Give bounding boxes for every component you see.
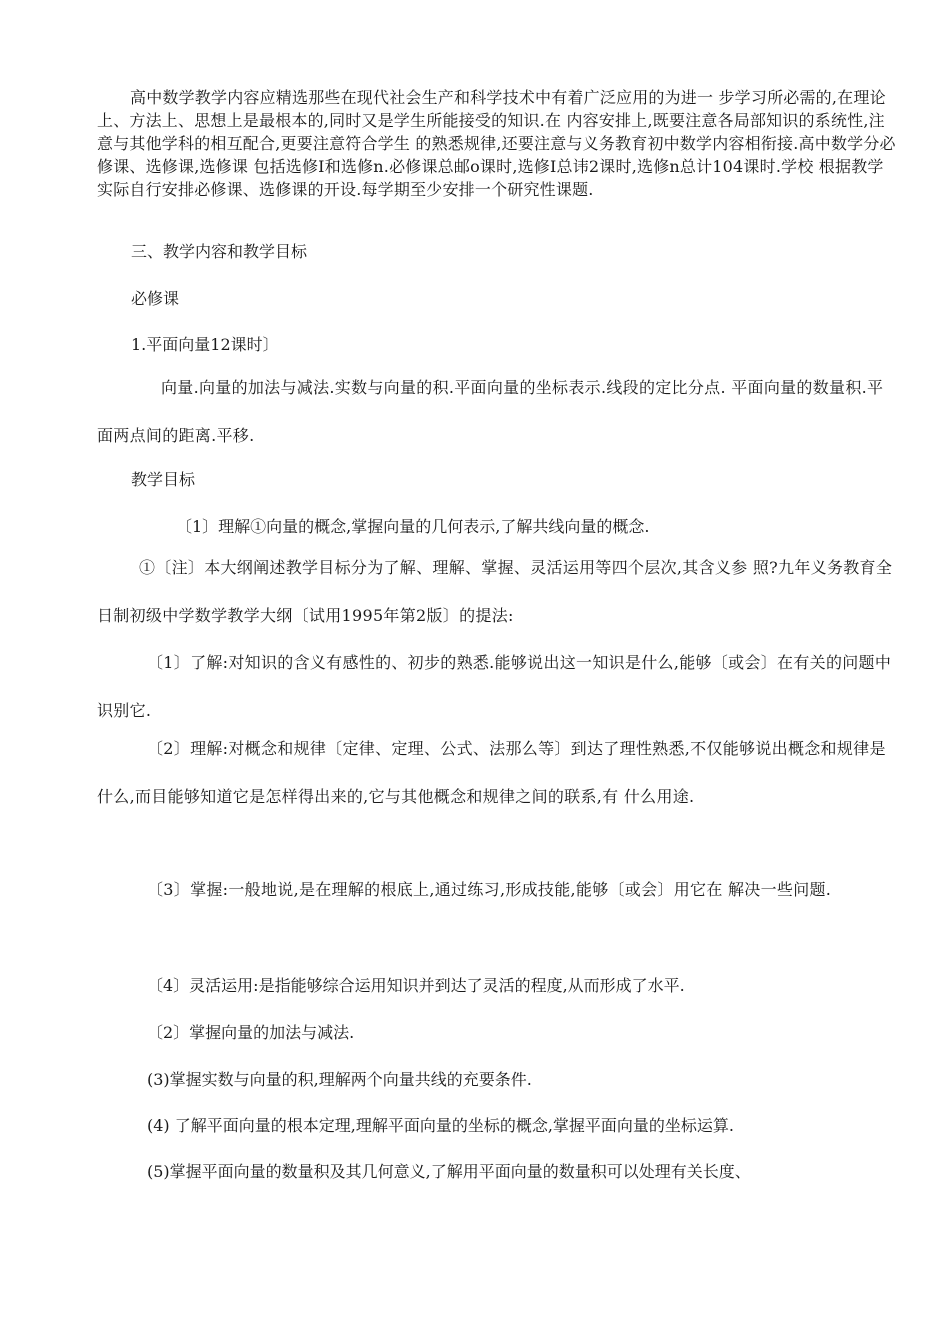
goals-heading: 教学目标 [131,470,196,489]
section-heading: 三、教学内容和教学目标 [131,242,308,261]
level-item-3: 〔3〕掌握:一般地说,是在理解的根底上,通过练习,形成技能,能够〔或会〕用它在 解决一些问题. [147,880,832,899]
goal-item-2: 〔2〕掌握向量的加法与减法. [147,1023,355,1042]
level-item-2: 〔2〕理解:对概念和规律〔定律、定理、公式、法那么等〕到达了理性熟悉,不仅能够说出概念和规律是什么,而目能够知道它是怎样得出来的,它与其他概念和规律之间的联系,有 什么用途. [97,739,886,806]
goal-item-4: (4) 了解平面向量的根本定理,理解平面向量的坐标的概念,掌握平面向量的坐标运算. [147,1116,735,1135]
goal-item-3: (3)掌握实数与向量的积,理解两个向量共线的充要条件. [147,1070,532,1089]
level-item-4: 〔4〕灵活运用:是指能够综合运用知识并到达了灵活的程度,从而形成了水平. [147,976,685,995]
topic-heading: 1.平面向量12课时〕 [131,335,279,354]
intro-paragraph: 高中数学教学内容应精选那些在现代社会生产和科学技术中有着广泛应用的为进一 步学习所必需的,在理论上、方法上、思想上是最根本的,同时又是学生所能接受的知识.在 内容安排上,既要注意各局部知识的系统性,注意与其他学科的相互配合,更要注意符合学生 的熟悉规律,还要注意与义务教育初中数学内容相衔接.高中数学分必修课、选修课,选修课 包括选修Ⅰ和选修n.必修课总邮o课时,选修Ⅰ总讳2课时,选修n总计104课时.学校 根据教学实际自行安排必修课、选修课的开设.每学期至少安排一个研究性课题. [97,88,896,199]
goal-item-5: (5)掌握平面向量的数量积及其几何意义,了解用平面向量的数量积可以处理有关长度、 [147,1162,751,1181]
subsection-heading: 必修课 [131,289,180,308]
footnote: ①〔注〕本大纲阐述教学目标分为了解、理解、掌握、灵活运用等四个层次,其含义参 照?九年义务教育全日制初级中学数学教学大纲〔试用1995年第2版〕的提法: [97,558,893,625]
level-item-1: 〔1〕了解:对知识的含义有感性的、初步的熟悉.能够说出这一知识是什么,能够〔或会〕在有关的问题中识别它. [97,653,892,720]
goal-item-1: 〔1〕理解①向量的概念,掌握向量的几何表示,了解共线向量的概念. [176,517,650,536]
topic-content: 向量.向量的加法与减法.实数与向量的积.平面向量的坐标表示.线段的定比分点. 平面向量的数量积.平面两点间的距离.平移. [97,378,884,445]
